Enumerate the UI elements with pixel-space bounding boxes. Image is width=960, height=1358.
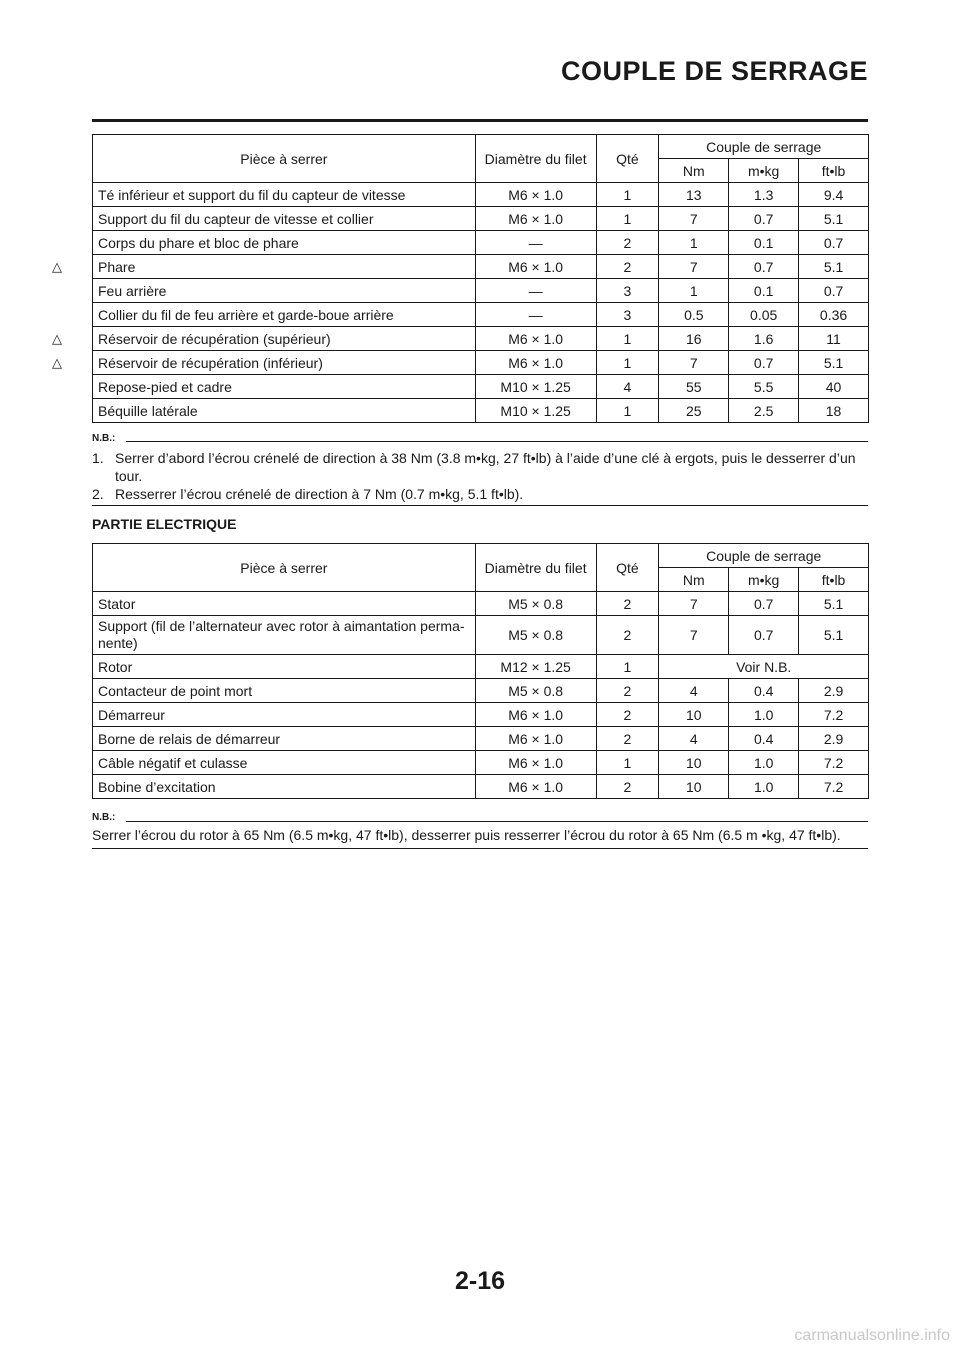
piece-cell: Contacteur de point mort <box>93 679 476 703</box>
diameter-cell: — <box>475 303 596 327</box>
qty-cell: 2 <box>596 616 659 655</box>
diameter-cell: M12 × 1.25 <box>475 655 596 679</box>
piece-cell: Té inférieur et support du fil du capteur de vitesse <box>93 183 476 207</box>
qty-cell: 2 <box>596 231 659 255</box>
diameter-cell: M5 × 0.8 <box>475 616 596 655</box>
triangle-marker-icon: △ <box>52 330 62 346</box>
note-item-number: 1. <box>92 450 104 466</box>
diameter-cell: M6 × 1.0 <box>475 775 596 799</box>
diameter-cell: M6 × 1.0 <box>475 703 596 727</box>
table-row <box>93 279 869 303</box>
qty-cell: 2 <box>596 679 659 703</box>
piece-cell: Réservoir de récupération (inférieur) <box>93 351 476 375</box>
piece-cell: Câble négatif et culasse <box>93 751 476 775</box>
piece-cell: Support (fil de l’alternateur avec rotor à aimantation perma-nente) <box>93 616 476 655</box>
note-item <box>92 449 868 485</box>
qty-cell: 1 <box>596 655 659 679</box>
nb-end-rule <box>92 848 868 849</box>
diameter-cell: M10 × 1.25 <box>475 375 596 399</box>
table-row <box>93 231 869 255</box>
ftlb-cell: 5.1 <box>799 351 869 375</box>
header-torque: Couple de serrage <box>659 544 869 568</box>
piece-cell: Repose-pied et cadre <box>93 375 476 399</box>
qty-cell: 1 <box>596 351 659 375</box>
mkg-cell: 2.5 <box>729 399 799 423</box>
nm-cell: 0.5 <box>659 303 729 327</box>
table-row <box>93 303 869 327</box>
ftlb-cell: 18 <box>799 399 869 423</box>
ftlb-cell: 2.9 <box>799 727 869 751</box>
mkg-cell: 1.0 <box>729 751 799 775</box>
mkg-cell: 1.0 <box>729 775 799 799</box>
table-row <box>93 655 869 679</box>
header-mkg: m•kg <box>729 568 799 592</box>
piece-cell: Corps du phare et bloc de phare <box>93 231 476 255</box>
mkg-cell: 1.0 <box>729 703 799 727</box>
piece-cell: Borne de relais de démarreur <box>93 727 476 751</box>
table-row <box>93 351 869 375</box>
nm-cell: 10 <box>659 751 729 775</box>
ftlb-cell: 9.4 <box>799 183 869 207</box>
nm-cell: 1 <box>659 231 729 255</box>
mkg-cell: 0.7 <box>729 351 799 375</box>
table-row <box>93 255 869 279</box>
section-title: PARTIE ELECTRIQUE <box>92 516 237 532</box>
header-nm: Nm <box>659 159 729 183</box>
piece-cell: Bobine d’excitation <box>93 775 476 799</box>
qty-cell: 1 <box>596 207 659 231</box>
diameter-cell: M6 × 1.0 <box>475 327 596 351</box>
header-ftlb: ft•lb <box>799 568 869 592</box>
nm-cell: 13 <box>659 183 729 207</box>
merged-torque-cell: Voir N.B. <box>659 655 869 679</box>
table-row <box>93 183 869 207</box>
diameter-cell: — <box>475 279 596 303</box>
header-qty: Qté <box>596 135 659 183</box>
mkg-cell: 0.7 <box>729 616 799 655</box>
piece-cell: Support du fil du capteur de vitesse et collier <box>93 207 476 231</box>
ftlb-cell: 0.7 <box>799 279 869 303</box>
nm-cell: 55 <box>659 375 729 399</box>
piece-cell: Démarreur <box>93 703 476 727</box>
qty-cell: 2 <box>596 775 659 799</box>
diameter-cell: M5 × 0.8 <box>475 679 596 703</box>
ftlb-cell: 0.36 <box>799 303 869 327</box>
mkg-cell: 0.1 <box>729 231 799 255</box>
note-item <box>92 485 868 503</box>
mkg-cell: 0.7 <box>729 207 799 231</box>
nm-cell: 4 <box>659 727 729 751</box>
qty-cell: 3 <box>596 279 659 303</box>
diameter-cell: M6 × 1.0 <box>475 751 596 775</box>
note-item-number: 2. <box>92 486 104 502</box>
nm-cell: 1 <box>659 279 729 303</box>
nb-label: N.B.: <box>92 812 116 823</box>
header-qty: Qté <box>596 544 659 592</box>
ftlb-cell: 5.1 <box>799 592 869 616</box>
qty-cell: 2 <box>596 727 659 751</box>
ftlb-cell: 7.2 <box>799 751 869 775</box>
qty-cell: 1 <box>596 327 659 351</box>
header-ftlb: ft•lb <box>799 159 869 183</box>
table-row <box>93 327 869 351</box>
qty-cell: 3 <box>596 303 659 327</box>
page-number: 2-16 <box>454 1267 506 1295</box>
mkg-cell: 0.7 <box>729 255 799 279</box>
header-nm: Nm <box>659 568 729 592</box>
ftlb-cell: 0.7 <box>799 231 869 255</box>
piece-cell: Béquille latérale <box>93 399 476 423</box>
piece-cell: Rotor <box>93 655 476 679</box>
mkg-cell: 0.05 <box>729 303 799 327</box>
piece-cell: Réservoir de récupération (supérieur) <box>93 327 476 351</box>
nb-end-rule <box>92 505 868 506</box>
table-row <box>93 207 869 231</box>
nm-cell: 7 <box>659 207 729 231</box>
nb-label: N.B.: <box>92 433 116 444</box>
piece-cell: Phare <box>93 255 476 279</box>
mkg-cell: 1.6 <box>729 327 799 351</box>
diameter-cell: M6 × 1.0 <box>475 727 596 751</box>
diameter-cell: M6 × 1.0 <box>475 351 596 375</box>
table-row <box>93 727 869 751</box>
ftlb-cell: 2.9 <box>799 679 869 703</box>
triangle-marker-icon: △ <box>52 354 62 370</box>
piece-cell: Stator <box>93 592 476 616</box>
diameter-cell: M6 × 1.0 <box>475 183 596 207</box>
ftlb-cell: 5.1 <box>799 207 869 231</box>
header-diameter: Diamètre du filet <box>475 544 596 592</box>
qty-cell: 1 <box>596 399 659 423</box>
table-row <box>93 679 869 703</box>
note-item-text: Serrer d’abord l’écrou crénelé de direction à 38 Nm (3.8 m•kg, 27 ft•lb) à l’aide d’une clé à ergots, puis le desserrer d’un tour. <box>115 450 856 484</box>
torque-table-electrical <box>92 543 869 799</box>
header-piece: Pièce à serrer <box>93 135 476 183</box>
diameter-cell: M6 × 1.0 <box>475 207 596 231</box>
nm-cell: 7 <box>659 351 729 375</box>
header-mkg: m•kg <box>729 159 799 183</box>
mkg-cell: 0.1 <box>729 279 799 303</box>
note-item-text: Resserrer l’écrou crénelé de direction à 7 Nm (0.7 m•kg, 5.1 ft•lb). <box>115 486 524 502</box>
mkg-cell: 5.5 <box>729 375 799 399</box>
diameter-cell: M5 × 0.8 <box>475 592 596 616</box>
qty-cell: 1 <box>596 751 659 775</box>
mkg-cell: 0.4 <box>729 727 799 751</box>
diameter-cell: — <box>475 231 596 255</box>
table-row <box>93 775 869 799</box>
ftlb-cell: 40 <box>799 375 869 399</box>
nb-rule <box>126 821 868 822</box>
torque-table-chassis <box>92 134 869 423</box>
nm-cell: 7 <box>659 255 729 279</box>
mkg-cell: 0.7 <box>729 592 799 616</box>
ftlb-cell: 5.1 <box>799 255 869 279</box>
diameter-cell: M10 × 1.25 <box>475 399 596 423</box>
nm-cell: 16 <box>659 327 729 351</box>
piece-cell: Feu arrière <box>93 279 476 303</box>
ftlb-cell: 7.2 <box>799 775 869 799</box>
header-piece: Pièce à serrer <box>93 544 476 592</box>
watermark: carmanualsonline.info <box>794 1327 950 1344</box>
nm-cell: 10 <box>659 775 729 799</box>
qty-cell: 2 <box>596 255 659 279</box>
header-torque: Couple de serrage <box>659 135 869 159</box>
nm-cell: 25 <box>659 399 729 423</box>
ftlb-cell: 7.2 <box>799 703 869 727</box>
nm-cell: 4 <box>659 679 729 703</box>
nm-cell: 7 <box>659 616 729 655</box>
piece-cell: Collier du fil de feu arrière et garde-boue arrière <box>93 303 476 327</box>
triangle-marker-icon: △ <box>52 258 62 274</box>
table-row <box>93 375 869 399</box>
qty-cell: 1 <box>596 183 659 207</box>
qty-cell: 2 <box>596 703 659 727</box>
qty-cell: 4 <box>596 375 659 399</box>
mkg-cell: 1.3 <box>729 183 799 207</box>
note-text: Serrer l’écrou du rotor à 65 Nm (6.5 m•kg, 47 ft•lb), desserrer puis resserrer l’écrou du rotor à 65 Nm (6.5 m •kg, 47 ft•lb). <box>92 827 841 843</box>
page-title: COUPLE DE SERRAGE <box>560 56 868 86</box>
qty-cell: 2 <box>596 592 659 616</box>
table-row <box>93 592 869 616</box>
nm-cell: 7 <box>659 592 729 616</box>
table-row <box>93 751 869 775</box>
diameter-cell: M6 × 1.0 <box>475 255 596 279</box>
table-row <box>93 703 869 727</box>
ftlb-cell: 5.1 <box>799 616 869 655</box>
header-diameter: Diamètre du filet <box>475 135 596 183</box>
nm-cell: 10 <box>659 703 729 727</box>
title-rule <box>92 119 868 122</box>
nb-rule <box>126 441 868 442</box>
table-row <box>93 399 869 423</box>
mkg-cell: 0.4 <box>729 679 799 703</box>
table-row <box>93 616 869 655</box>
ftlb-cell: 11 <box>799 327 869 351</box>
